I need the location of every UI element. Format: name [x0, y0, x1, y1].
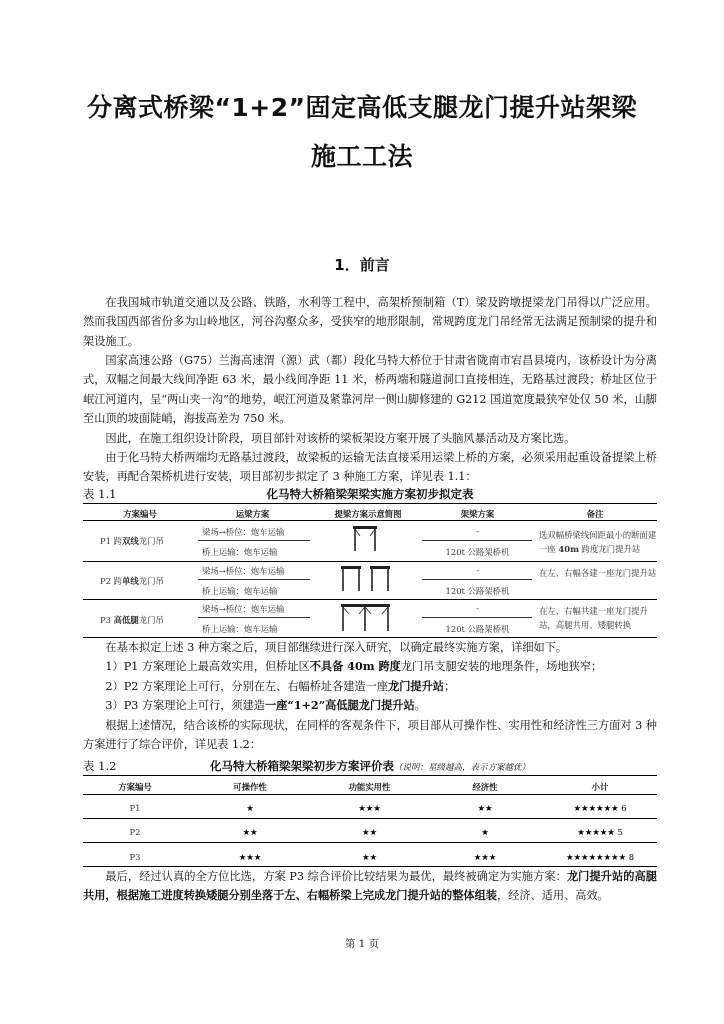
paragraph-bridge: 国家高速公路（G75）兰海高速渭（源）武（都）段化马特大桥位于甘肃省陇南市宕昌县境内，该桥设计为分离式，双幅之间最大线间净距 63 米，最小线间净距 11 米，桥两端和隧道洞口直接相连，无路基过渡段；桥址区位于岷江河道内，呈“两山夹一沟”的地势，岷江河道及紧靠河岸一侧山脚修建的 G212 国道宽度最狭窄处仅 50 米，山脚至山顶的坡面陡峭，海拔高差为 750 米。	[83, 354, 657, 426]
paragraph-plans: 由于化马特大桥两端均无路基过渡段，故梁板的运输无法直接采用运梁上桥的方案，必须采用起重设备提梁上桥安装，再配合架桥机进行安装，项目部初步拟定了 3 种施工方案，详见表 1.1：	[83, 451, 657, 484]
table2-caption	[83, 758, 657, 774]
table1-row3-remark: 在左、右幅共建一座龙门提升站，高腿共用、矮腿转换	[539, 606, 648, 630]
table1-row3-erect-a: -	[476, 603, 479, 613]
table1-row1-erect-a: -	[476, 526, 479, 536]
table2-row1-function: ★★★	[358, 803, 381, 813]
table1-header-diagram: 提梁方案示意简图	[334, 509, 402, 519]
table2-row3-id: P3	[129, 852, 141, 862]
table1-row1-erect-b: 120t 公路架桥机	[445, 547, 510, 557]
table1-row3-divider-b	[422, 617, 532, 618]
table1-row2-id: P2 跨单线龙门吊	[100, 576, 164, 586]
table1-row1-remark: 选双幅桥梁线间距最小的断面建一座 40m 跨度龙门提升站	[539, 530, 657, 554]
table1-row3-diagram	[340, 602, 392, 632]
table2-row1-rule	[83, 818, 657, 819]
table1-row3-divider-a	[198, 617, 310, 618]
table2-row2-id: P2	[129, 827, 141, 837]
table1-row2-divider-a	[198, 579, 310, 580]
table1-row1-transport-a: 梁场→桥位：炮车运输	[202, 527, 285, 537]
table1-row2-divider-b	[422, 579, 532, 580]
table2-row2-rule	[83, 842, 657, 843]
doc-title-line2: 施工工法	[310, 142, 413, 171]
table2-row2-economy: ★	[481, 827, 489, 837]
table2-row1-id: P1	[129, 803, 141, 813]
table1-row1-divider-a	[198, 540, 310, 541]
table1-row2-remark: 在左、右幅各建一座龙门提升站	[539, 568, 657, 578]
table2-row1-operability: ★	[246, 803, 254, 813]
table2-header-economy: 经济性	[472, 782, 498, 792]
analysis-evaluation: 根据上述情况，结合该桥的实际现状，在同样的客观条件下，项目部从可操作性、实用性和经济性三方面对 3 种方案进行了综合评价，详见表 1.2：	[83, 718, 657, 752]
analysis-p2: 2）P2 方案理论上可行，分别在左、右幅桥址各建造一座龙门提升站；	[105, 678, 456, 693]
analysis-intro: 在基本拟定上述 3 种方案之后，项目部继续进行深入研究，以确定最终实施方案，详细如下。	[105, 641, 568, 654]
table2-row3-function: ★★	[361, 852, 378, 862]
doc-title-line1: 分离式桥梁“1+2”固定高低支腿龙门提升站架梁	[86, 93, 638, 122]
table1-row1-diagram	[352, 524, 378, 552]
table2-number: 表 1.2	[83, 759, 117, 773]
table2-row1-economy: ★★	[477, 803, 493, 813]
table1-row2-erect-a: -	[476, 565, 479, 575]
analysis-block	[83, 638, 657, 754]
table2-row3-economy: ★★★	[473, 852, 497, 862]
table2-title: 化马特大桥箱梁架梁初步方案评价表（说明：星级越高，表示方案越优）	[209, 759, 530, 773]
table2-row3-total: ★★★★★★★★ 8	[565, 852, 635, 862]
table1-row3-id: P3 高低腿龙门吊	[100, 615, 164, 625]
table2-row2-total: ★★★★★ 5	[577, 827, 623, 837]
table2-row1-total: ★★★★★★ 6	[573, 803, 627, 813]
table2-header-total: 小计	[591, 782, 609, 792]
table1-header-transport: 运梁方案	[235, 509, 270, 519]
table1-row1-transport-b: 桥上运输：炮车运输	[202, 547, 278, 557]
paragraph-brainstorm: 因此，在施工组织设计阶段，项目部针对该桥的梁板架设方案开展了头脑风暴活动及方案比选。	[105, 432, 576, 445]
page-number: 第 1 页	[344, 938, 380, 950]
table2-header-function: 功能实用性	[348, 782, 391, 792]
analysis-p3: 3）P3 方案理论上可行，须建造一座“1+2”高低腿龙门提升站。	[105, 698, 426, 713]
table1-row2-rule	[83, 599, 657, 600]
table2-header-id: 方案编号	[118, 782, 152, 792]
analysis-p1: 1）P1 方案理论上最高效实用，但桥址区不具备 40m 跨度龙门吊支腿安装的地理条件，场地狭窄；	[105, 659, 603, 674]
paragraph-intro: 在我国城市轨道交通以及公路、铁路，水利等工程中，高架桥预制箱（T）梁及跨墩提梁龙门吊得以广泛应用。然而我国西部省份多为山岭地区，河谷沟壑众多，受狭窄的地形限制，常规跨度龙门吊经常无法满足预制梁的提升和架设施工。	[83, 296, 657, 348]
table1-row1-rule	[83, 561, 657, 562]
table1-row2-erect-b: 120t 公路架桥机	[445, 586, 510, 596]
table2-header-rule	[83, 794, 657, 795]
table2-top-rule	[83, 775, 657, 776]
table1-header-id: 方案编号	[123, 509, 157, 519]
table1-row3-transport-a: 梁场→桥位：炮车运输	[202, 604, 285, 614]
table1-row2-transport-a: 梁场→桥位：炮车运输	[202, 566, 285, 576]
table1-row2-diagram	[340, 564, 392, 592]
table2-header-operability: 可操作性	[233, 782, 267, 792]
table1-caption	[83, 486, 657, 502]
table2-row2-function: ★★	[361, 827, 378, 837]
table1-title: 化马特大桥箱梁架梁实施方案初步拟定表	[266, 487, 474, 501]
table2-note: （说明：星级越高，表示方案越优）	[393, 763, 530, 773]
table1-number: 表 1.1	[83, 487, 117, 501]
table1-top-rule	[83, 503, 657, 504]
table1-row2-transport-b: 桥上运输：炮车运输	[202, 586, 278, 596]
section-heading: 1．前言	[334, 256, 390, 274]
table1-row1-divider-b	[422, 540, 532, 541]
table2-row2-operability: ★★	[242, 827, 258, 837]
table1-row3-erect-b: 120t 公路架桥机	[445, 624, 510, 634]
table1-row3-transport-b: 桥上运输：炮车运输	[202, 624, 278, 634]
table1-row1-id: P1 跨双线龙门吊	[100, 536, 164, 546]
conclusion-paragraph: 最后，经过认真的全方位比选，方案 P3 综合评价比较结果为最优，最终被确定为实施方案：龙门提升站的高腿共用，根据施工进度转换矮腿分别坐落于左、右幅桥梁上完成龙门提升站的整体组装，经济、适用、高效。	[83, 869, 657, 903]
table1-header-erection: 架梁方案	[460, 509, 495, 519]
table1-header-rule	[83, 520, 657, 521]
table2-row3-operability: ★★★	[238, 852, 262, 862]
table1-header-remark: 备注	[586, 509, 604, 519]
